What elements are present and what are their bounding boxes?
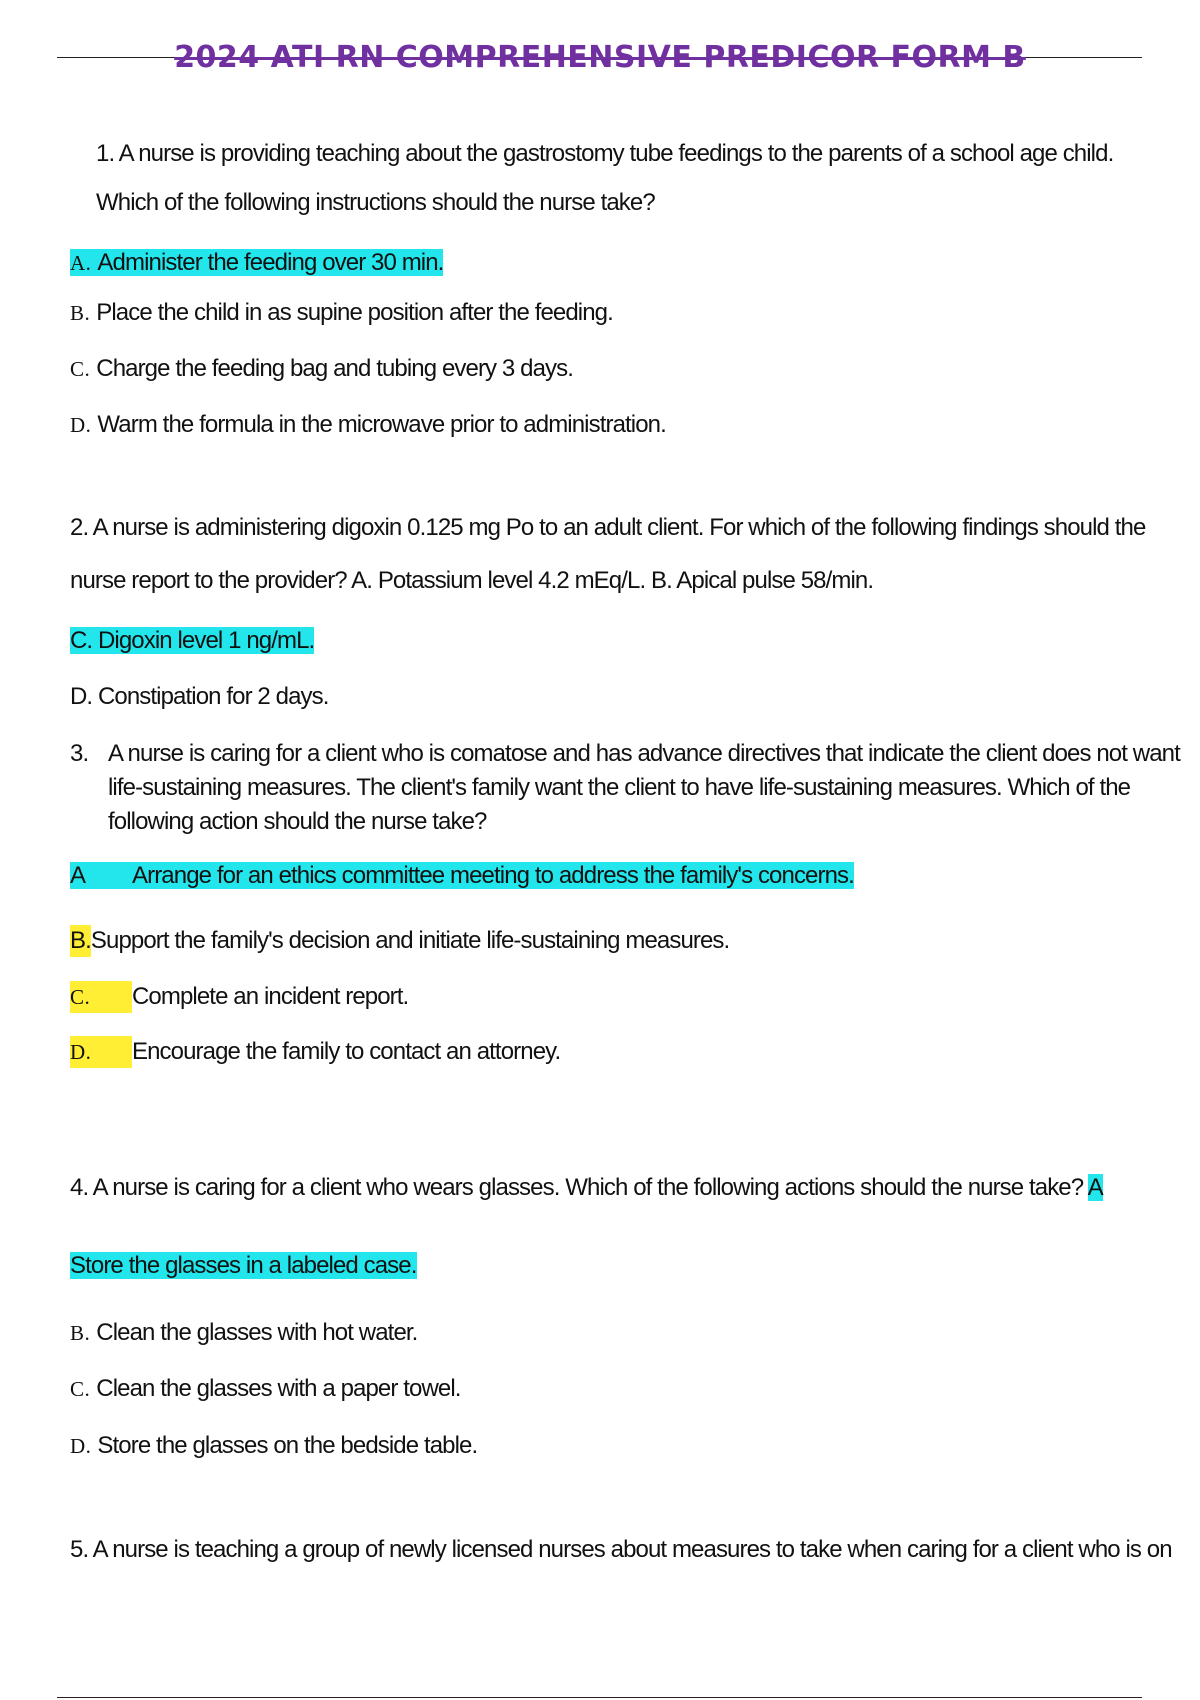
option-letter: A	[70, 862, 86, 889]
option-letter: D.	[70, 1434, 92, 1458]
question-2-option-c	[70, 625, 314, 657]
question-3-number: 3.	[70, 740, 89, 767]
option-text: Complete an incident report.	[132, 983, 409, 1010]
option-letter: D.	[70, 1036, 132, 1068]
document-title: 2024 ATI RN COMPREHENSIVE PREDICOR FORM B	[174, 40, 1026, 75]
question-3-option-b	[70, 925, 729, 957]
question-3-stem	[70, 738, 1180, 770]
question-4-stem-line1: A nurse is caring for a client who wears glasses. Which of the following actions should the nurse take?	[92, 1174, 1084, 1201]
option-text: Store the glasses on the bedside table.	[97, 1432, 478, 1459]
question-1-stem-line1: A nurse is providing teaching about the gastrostomy tube feedings to the parents of a school age child.	[118, 140, 1114, 167]
option-letter: C.	[70, 357, 91, 381]
option-letter: B.	[70, 925, 91, 957]
option-letter: C.	[70, 981, 132, 1013]
question-2-stem	[70, 512, 1145, 544]
question-2-number: 2.	[70, 514, 89, 541]
question-1-number: 1.	[96, 140, 115, 167]
question-1-option-c	[70, 353, 573, 385]
question-2-option-d	[70, 681, 329, 713]
question-1-stem	[96, 138, 1113, 170]
question-4-stem	[70, 1172, 1103, 1204]
question-1-option-a	[70, 247, 443, 279]
option-text: Place the child in as supine position after the feeding.	[96, 299, 613, 326]
footer-rule	[57, 1697, 1142, 1698]
question-2-stem-line1: A nurse is administering digoxin 0.125 mg Po to an adult client. For which of the following findings should the	[92, 514, 1146, 541]
option-letter: A.	[70, 251, 92, 275]
question-5-stem-line1: A nurse is teaching a group of newly licensed nurses about measures to take when caring for a client who is on	[92, 1536, 1172, 1563]
option-letter: B.	[70, 301, 91, 325]
question-5-number: 5.	[70, 1536, 89, 1563]
question-1-option-b	[70, 297, 613, 329]
option-letter: C.	[70, 1377, 91, 1401]
question-1-stem-line2: Which of the following instructions should the nurse take?	[96, 189, 655, 216]
option-text: Store the glasses in a labeled case.	[70, 1252, 417, 1279]
answer-marker: A	[1087, 1174, 1103, 1201]
question-3-option-d	[70, 1036, 560, 1068]
option-text: Warm the formula in the microwave prior to administration.	[97, 411, 666, 438]
question-3-stem-line3: following action should the nurse take?	[108, 808, 487, 835]
question-5-stem	[70, 1534, 1172, 1566]
question-3-stem-line1: A nurse is caring for a client who is comatose and has advance directives that indicate the client does not want	[108, 740, 1180, 767]
option-text: C. Digoxin level 1 ng/mL.	[70, 627, 315, 654]
option-text: Charge the feeding bag and tubing every 3 days.	[96, 355, 574, 382]
option-text: D. Constipation for 2 days.	[70, 683, 329, 710]
question-4-option-b	[70, 1317, 417, 1349]
option-text: Clean the glasses with a paper towel.	[96, 1375, 461, 1402]
question-4-option-a	[70, 1250, 417, 1282]
option-letter: D.	[70, 413, 92, 437]
question-3-option-c	[70, 981, 408, 1013]
option-text: Encourage the family to contact an attorney.	[132, 1038, 561, 1065]
question-2-stem-line2: nurse report to the provider? A. Potassium level 4.2 mEq/L. B. Apical pulse 58/min.	[70, 567, 874, 594]
option-text: Arrange for an ethics committee meeting to address the family's concerns.	[132, 862, 854, 889]
question-4-option-c	[70, 1373, 461, 1405]
option-text: Administer the feeding over 30 min.	[97, 249, 444, 276]
question-3-stem-line2: life-sustaining measures. The client's family want the client to have life-sustaining measures. Which of the	[108, 774, 1131, 801]
question-4-option-d	[70, 1430, 477, 1462]
option-text: Support the family's decision and initiate life-sustaining measures.	[90, 927, 730, 954]
option-text: Clean the glasses with hot water.	[96, 1319, 418, 1346]
question-3-option-a	[70, 860, 854, 892]
option-letter: B.	[70, 1321, 91, 1345]
question-4-number: 4.	[70, 1174, 89, 1201]
question-1-option-d	[70, 409, 666, 441]
